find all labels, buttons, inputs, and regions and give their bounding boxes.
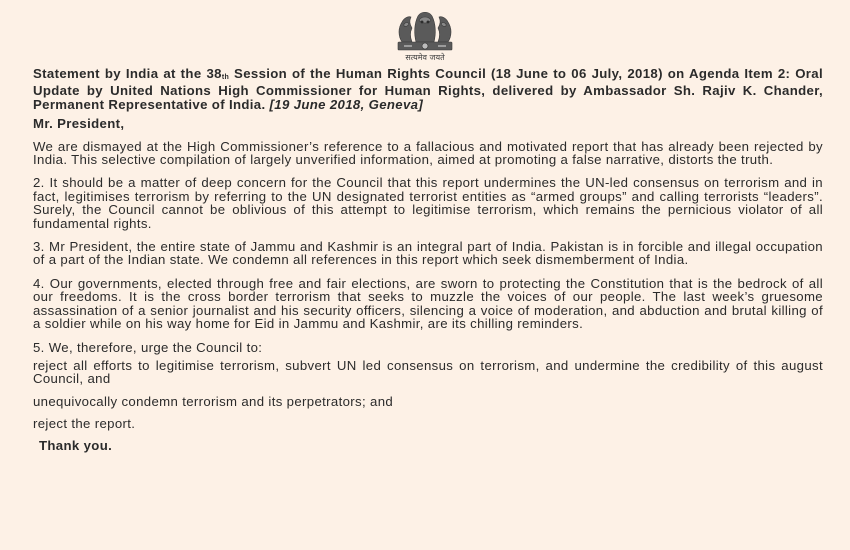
paragraph-intro: We are dismayed at the High Commissioner’s reference to a fallacious and motivated report that has already been rejected by India. This selective compilation of largely unverified information, aimed at promoting a false narrative, distorts the truth. [33, 138, 823, 168]
paragraph-2: 2. It should be a matter of deep concern for the Council that this report undermines the UN-led consensus on terrorism and in fact, legitimises terrorism by referring to the UN designated terrorist entities as “armed groups” and calling terrorists “leaders”. Surely, the Council cannot be oblivious of this attempt to legitimise terrorism, which remains the pernicious violator of all fundamental rights. [33, 175, 823, 231]
action-item: reject the report. [33, 416, 136, 432]
closing-thanks: Thank you. [39, 437, 113, 453]
action-item: reject all efforts to legitimise terrorism, subvert UN led consensus on terrorism, and undermine the credibility of this august Council, and [33, 357, 823, 387]
statement-body [33, 67, 823, 452]
action-item: unequivocally condemn terrorism and its perpetrators; and [33, 393, 394, 409]
paragraph-5: 5. We, therefore, urge the Council to: [33, 339, 263, 355]
heading-text: Statement by India at the 38 [33, 66, 222, 81]
paragraph-3: 3. Mr President, the entire state of Jammu and Kashmir is an integral part of India. Pakistan is in forcible and illegal occupation of a part of the Indian state. We condemn all references in this report which seek dismemberment of India. [33, 239, 823, 268]
emblem-motto: सत्यमेव जयते [405, 53, 445, 62]
heading-ordinal-suffix: th [221, 74, 230, 81]
paragraph-4: 4. Our governments, elected through free and fair elections, are sworn to protecting the Constitution that is the bedrock of all our freedoms. It is the cross border terrorism that seeks to muzzle the voices of our people. The last week’s gruesome assassination of a senior journalist and his security officers, silencing a voice of moderation, and abduction and brutal killing of a soldier while on his way home for Eid in Jammu and Kashmir, are its chilling reminders. [33, 275, 823, 332]
salutation: Mr. President, [33, 116, 125, 132]
heading-text-continued: Session of the Human Rights Council (18 June to 06 July, 2018) on Agenda Item 2: Oral Update by United Nations High Commissioner for Human Rights, delivered by Ambassador Sh. Rajiv K. Chander, Permanent Representative of India. [33, 66, 823, 112]
heading-date-place: [19 June 2018, Geneva] [269, 96, 424, 112]
statement-heading [33, 67, 823, 111]
